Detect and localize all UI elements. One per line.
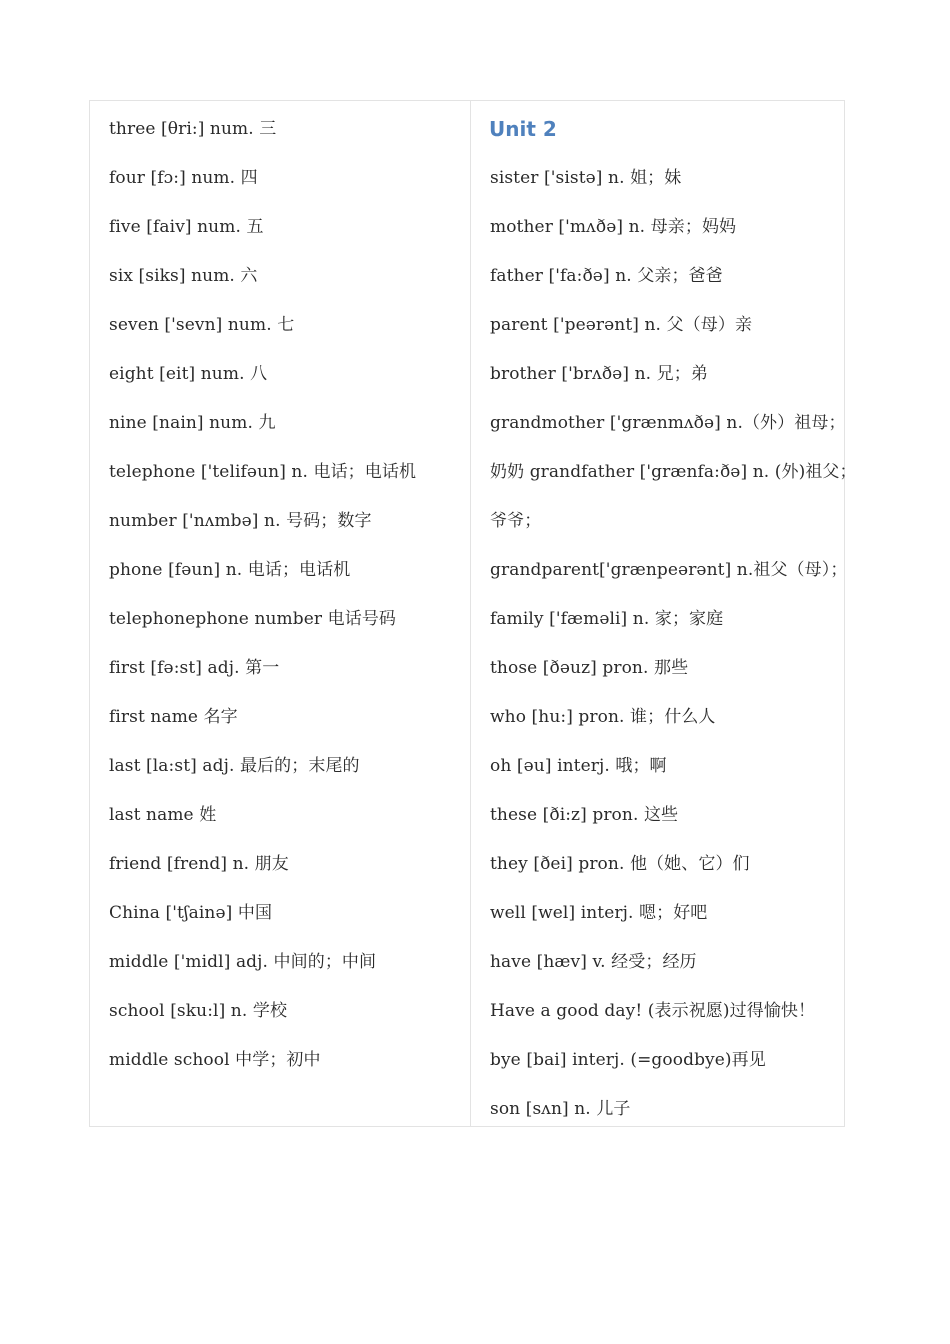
list-item: nine [nain] num. 九 (109, 413, 276, 433)
list-item: five [faiv] num. 五 (109, 217, 264, 237)
list-item: 爷爷； (490, 511, 542, 531)
list-item: father ['fa:ðə] n. 父亲；爸爸 (490, 266, 723, 286)
list-item: phone [fəun] n. 电话；电话机 (109, 560, 351, 580)
list-item: grandparent['grænpeərənt] n.祖父（母）； (490, 560, 848, 580)
list-item: middle school 中学；初中 (109, 1050, 321, 1070)
list-item: middle ['midl] adj. 中间的；中间 (109, 952, 377, 972)
list-item: 奶奶 grandfather ['grænfa:ðə] n. (外)祖父； (490, 462, 857, 482)
list-item: mother ['mʌðə] n. 母亲；妈妈 (490, 217, 737, 237)
list-item: friend [frend] n. 朋友 (109, 854, 289, 874)
list-item: first name 名字 (109, 707, 238, 727)
right-column (471, 101, 857, 1126)
list-item: who [hu:] pron. 谁；什么人 (490, 707, 716, 727)
list-item: last [la:st] adj. 最后的；末尾的 (109, 756, 360, 776)
list-item: those [ðəuz] pron. 那些 (490, 658, 689, 678)
list-item: bye [bai] interj. (=goodbye)再见 (490, 1050, 766, 1070)
list-item: family ['fæməli] n. 家；家庭 (490, 609, 724, 629)
list-item: they [ðei] pron. 他（她、它）们 (490, 854, 750, 874)
list-item: grandmother ['grænmʌðə] n.（外）祖母； (490, 413, 846, 433)
list-item: parent ['peərənt] n. 父（母）亲 (490, 315, 753, 335)
vocabulary-table (89, 100, 857, 1127)
list-item: four [fɔ:] num. 四 (109, 168, 258, 188)
list-item: well [wel] interj. 嗯；好吧 (490, 903, 708, 923)
list-item: telephone ['telifəun] n. 电话；电话机 (109, 462, 417, 482)
list-item: have [hæv] v. 经受；经历 (490, 952, 697, 972)
list-item: first [fə:st] adj. 第一 (109, 658, 280, 678)
list-item: school [sku:l] n. 学校 (109, 1001, 288, 1021)
list-item: son [sʌn] n. 儿子 (490, 1099, 631, 1119)
list-item: telephonephone number 电话号码 (109, 609, 397, 629)
list-item: oh [əu] interj. 哦；啊 (490, 756, 667, 776)
list-item: China ['tʃainə] 中国 (109, 903, 273, 923)
list-item: brother ['brʌðə] n. 兄；弟 (490, 364, 708, 384)
list-item: seven ['sevn] num. 七 (109, 315, 295, 335)
list-item: last name 姓 (109, 805, 217, 825)
list-item: Have a good day! (表示祝愿)过得愉快！ (490, 1001, 816, 1021)
list-item: eight [eit] num. 八 (109, 364, 268, 384)
list-item: these [ði:z] pron. 这些 (490, 805, 679, 825)
list-item: six [siks] num. 六 (109, 266, 258, 286)
list-item: number ['nʌmbə] n. 号码；数字 (109, 511, 372, 531)
list-item: three [θri:] num. 三 (109, 119, 277, 139)
list-item: sister ['sistə] n. 姐；妹 (490, 168, 682, 188)
unit-heading: Unit 2 (489, 117, 557, 141)
left-column (90, 101, 471, 1126)
